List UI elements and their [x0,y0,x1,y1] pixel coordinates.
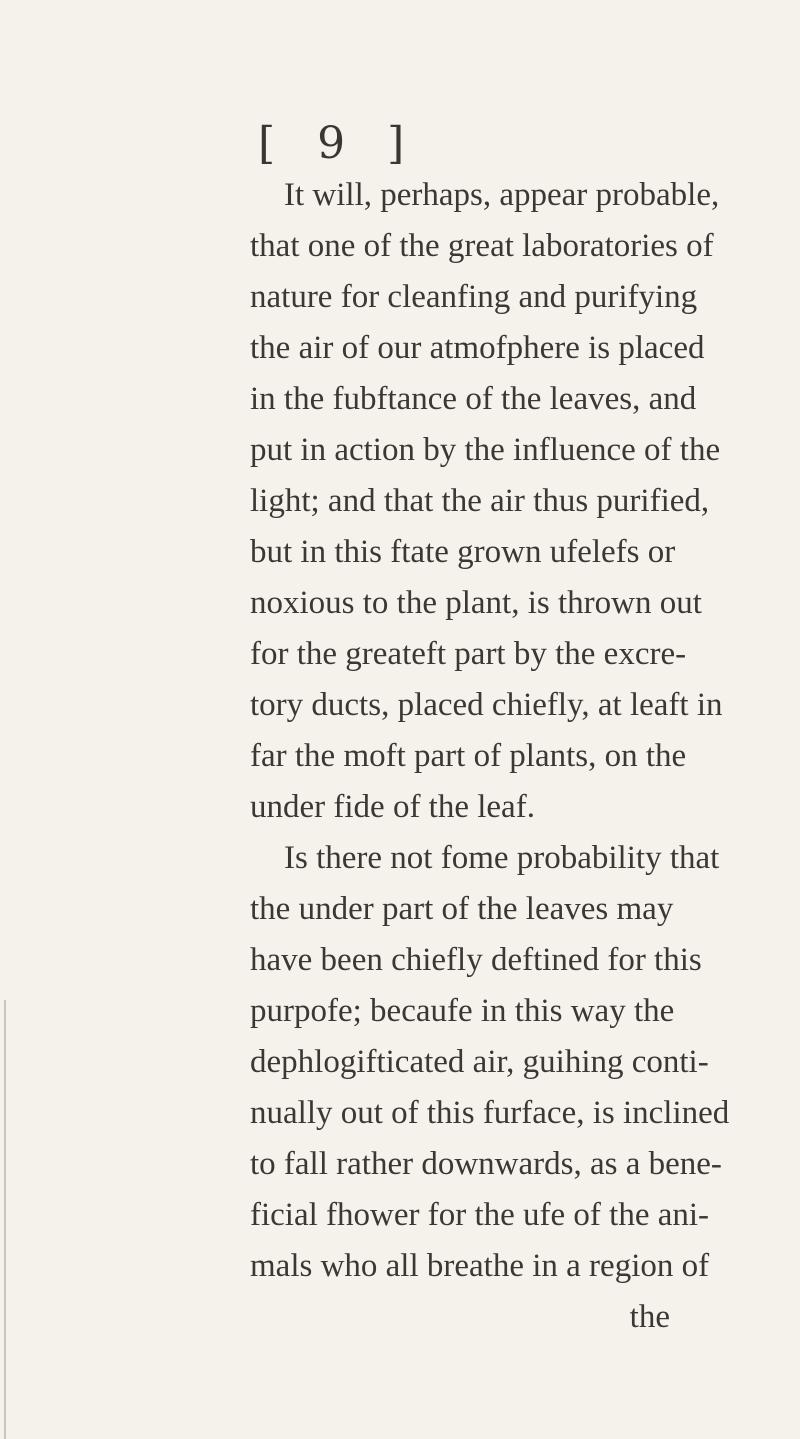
page-number: [ 9 ] [258,118,419,169]
text-line: to fall rather downwards, as a bene- [250,1146,722,1182]
text-line: far the moft part of plants, on the [250,738,687,774]
text-line: light; and that the air thus purified, [250,483,710,519]
text-line: in the fubftance of the leaves, and [250,381,697,417]
text-line: put in action by the influence of the [250,432,721,468]
text-line: It will, perhaps, appear probable, [284,177,720,213]
text-line: that one of the great laboratories of [250,228,714,264]
text-line: for the greateft part by the excre- [250,636,687,672]
text-line: dephlogifticated air, guihing conti- [250,1044,709,1080]
text-line: purpofe; becaufe in this way the [250,993,675,1029]
text-line: but in this ftate grown ufelefs or [250,534,676,570]
text-line: mals who all breathe in a region of [250,1248,710,1284]
text-line: ficial fhower for the ufe of the ani- [250,1197,710,1233]
text-line: have been chiefly deftined for this [250,942,702,978]
text-line: noxious to the plant, is thrown out [250,585,702,621]
catchword: the [629,1299,670,1335]
text-line: under fide of the leaf. [250,789,535,825]
text-line: Is there not fome probability that [284,840,720,876]
text-line: tory ducts, placed chiefly, at leaft in [250,687,723,723]
text-line: the under part of the leaves may [250,891,674,927]
body-text [250,170,730,1343]
text-line: the air of our atmofphere is placed [250,330,705,366]
text-line: nually out of this furface, is inclined [250,1095,730,1131]
text-line: nature for cleanfing and purifying [250,279,698,315]
page-edge-rule [4,1000,6,1439]
